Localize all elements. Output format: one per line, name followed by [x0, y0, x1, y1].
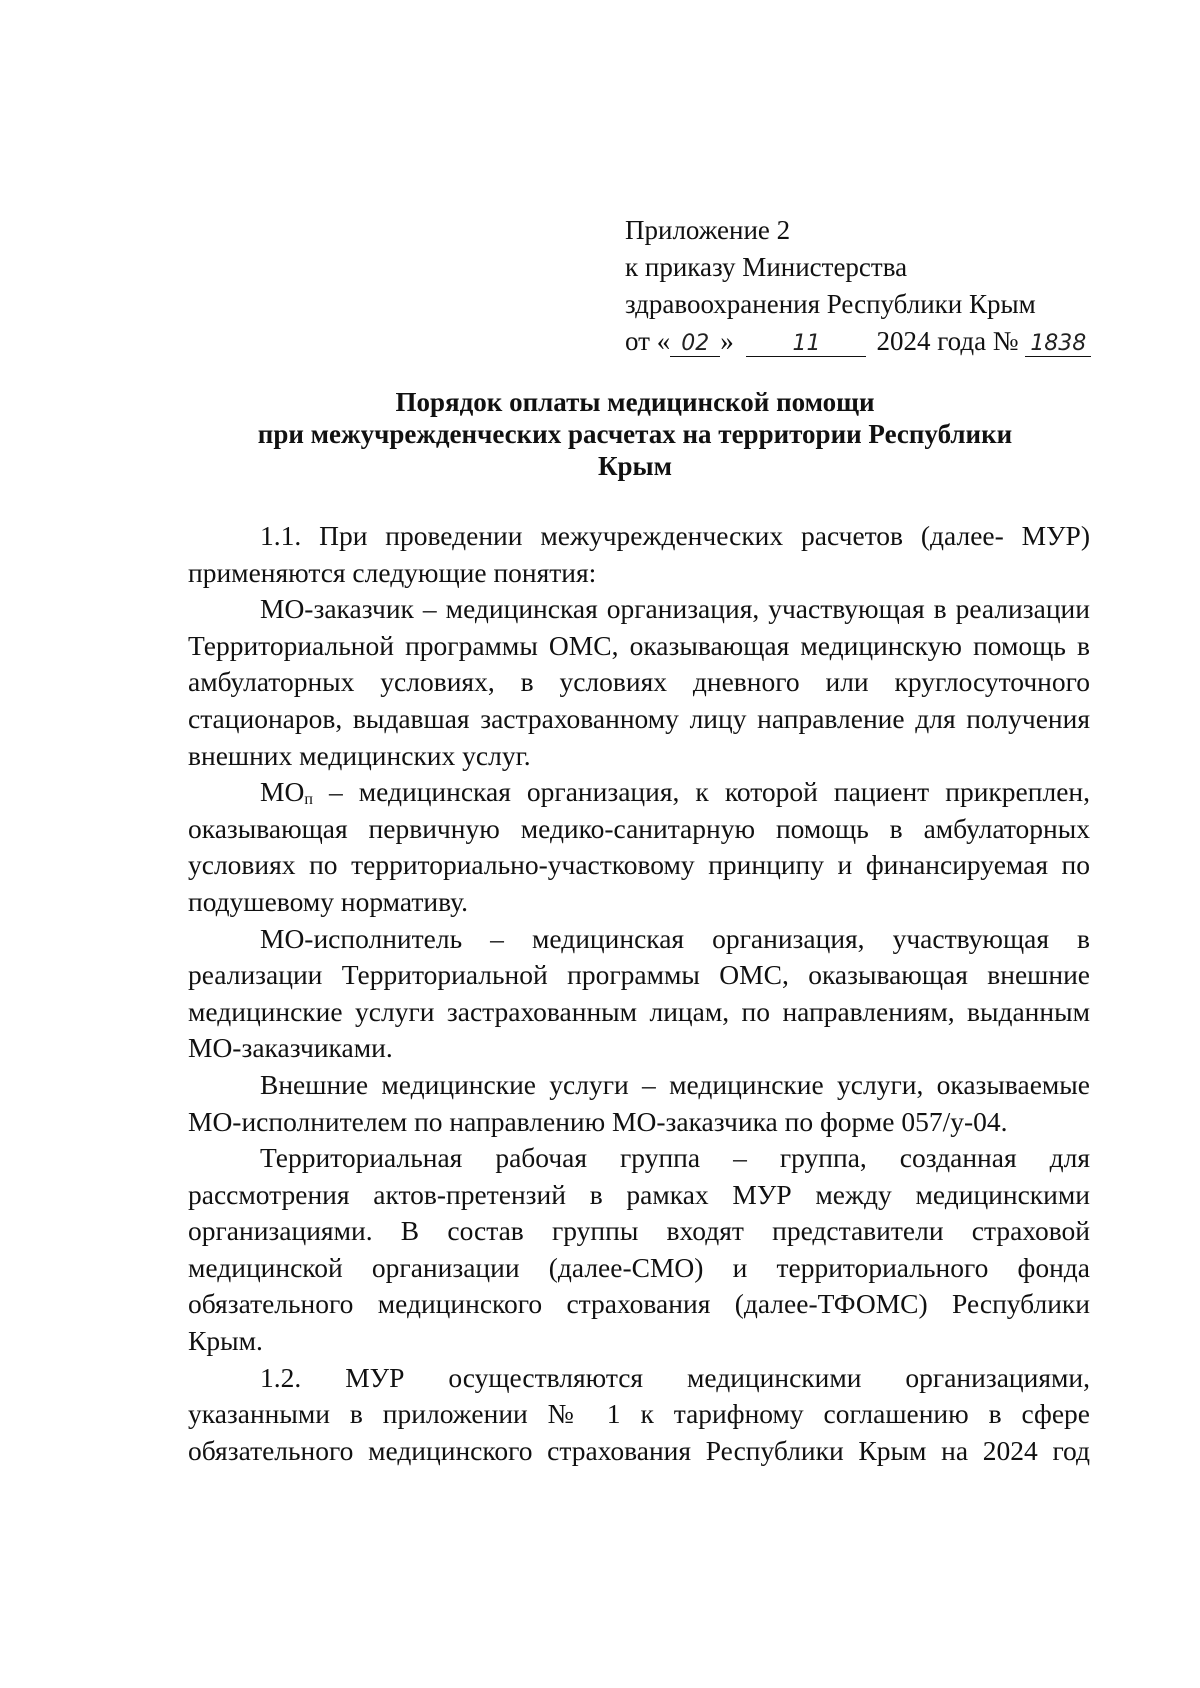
date-mid: » — [720, 326, 734, 356]
title-line-1: Порядок оплаты медицинской помощи — [395, 387, 875, 417]
paragraph-external-services: Внешние медицинские услуги – медицинские услуги, оказываемые МО-исполнителем по направлению МО-заказчика по форме 057/у-04. — [188, 1068, 1090, 1137]
approval-date-line — [625, 323, 1091, 360]
date-year-text: 2024 года № — [876, 326, 1019, 356]
approval-block — [625, 212, 1091, 360]
date-prefix: от « — [625, 326, 671, 356]
approval-line-2: к приказу Министерства — [625, 252, 908, 282]
document-body — [188, 518, 1090, 1469]
title-line-2: при межучрежденческих расчетах на территории Республики — [257, 419, 1013, 449]
paragraph-1-2: 1.2. МУР осуществляются медицинскими организациями, указанными в приложении № 1 к тарифному соглашению в сфере обязательного медицинского страхования Республики Крым на 2024 год — [188, 1361, 1090, 1466]
document-title — [180, 386, 1090, 482]
title-line-3: Крым — [597, 451, 673, 481]
date-month-field — [746, 329, 866, 357]
order-number-handwritten: 1838 — [1030, 331, 1087, 356]
date-day-field — [670, 329, 720, 357]
approval-line-3: здравоохранения Республики Крым — [625, 289, 1036, 319]
paragraph-1-1: 1.1. При проведении межучрежденческих расчетов (далее- МУР) применяются следующие понятия: — [188, 520, 1090, 588]
paragraph-mo-attached — [188, 774, 1090, 920]
paragraph-mo-customer: МО-заказчик – медицинская организация, участвующая в реализации Территориальной программы ОМС, оказывающая медицинскую помощь в амбулаторных условиях, в условиях дневного или круглосуточного стационаров, выдавшая застрахованному лицу направление для получения внешних медицинских услуг. — [188, 593, 1090, 771]
date-month-handwritten: 11 — [792, 331, 821, 356]
mo-subscript: п — [304, 791, 313, 809]
approval-line-1: Приложение 2 — [625, 215, 791, 245]
mo-term: МО — [260, 776, 305, 808]
paragraph-mo-executor: МО-исполнитель – медицинская организация, участвующая в реализации Территориальной программы ОМС, оказывающая внешние медицинские услуги застрахованным лицам, по направлениям, выданным МО-заказчиками. — [188, 922, 1090, 1064]
mo-attached-definition: – медицинская организация, к которой пациент прикреплен, оказывающая первичную медико-санитарную помощь в амбулаторных условиях по территориально-участковому принципу и финансируемая по подушевому нормативу. — [188, 776, 1090, 917]
date-day-handwritten: 02 — [681, 331, 710, 356]
paragraph-working-group: Территориальная рабочая группа – группа, созданная для рассмотрения актов-претензий в рамках МУР между медицинскими организациями. В состав группы входят представители страховой медицинской организации (далее-СМО) и территориального фонда обязательного медицинского страхования (далее-ТФОМС) Республики Крым. — [188, 1142, 1090, 1357]
order-number-field — [1025, 329, 1091, 357]
